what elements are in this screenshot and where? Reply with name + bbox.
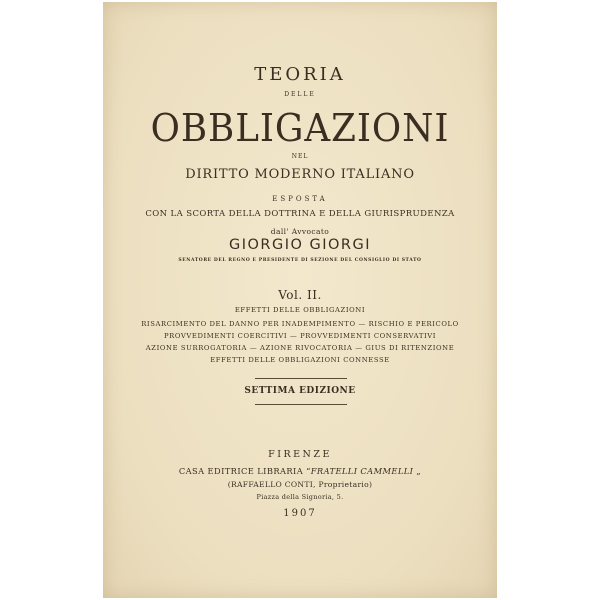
main-title-obbligazioni: OBBLIGAZIONI xyxy=(150,106,450,150)
publisher-suffix: „ xyxy=(413,466,422,476)
edition-rule-bottom xyxy=(255,404,347,405)
book-title-page xyxy=(103,2,497,598)
contents-line: PROVVEDIMENTI COERCITIVI — PROVVEDIMENTI CONSERVATIVI xyxy=(163,332,437,340)
esposta-label: ESPOSTA xyxy=(272,195,328,203)
publisher-prefix: CASA EDITRICE LIBRARIA “ xyxy=(178,466,311,476)
contents-line: EFFETTI DELLE OBBLIGAZIONI CONNESSE xyxy=(210,356,390,364)
title-line-delle: DELLE xyxy=(284,91,316,98)
subtitle-connector: NEL xyxy=(291,153,309,160)
subtitle: DIRITTO MODERNO ITALIANO xyxy=(185,167,415,182)
contents-line: RISARCIMENTO DEL DANNO PER INADEMPIMENTO — RISCHIO E PERICOLO xyxy=(141,320,459,328)
publisher-proprietor: (RAFFAELLO CONTI, Proprietario) xyxy=(227,480,373,489)
edition-rule-top xyxy=(255,378,347,379)
publication-city: FIRENZE xyxy=(268,449,332,460)
edition-label: SETTIMA EDIZIONE xyxy=(244,386,356,396)
publisher-line xyxy=(103,466,497,476)
title-line-teoria: TEORIA xyxy=(254,64,346,85)
scorta-line: CON LA SCORTA DELLA DOTTRINA E DELLA GIURISPRUDENZA xyxy=(145,209,455,219)
contents-line: AZIONE SURROGATORIA — AZIONE RIVOCATORIA — GIUS DI RITENZIONE xyxy=(145,344,455,352)
publisher-name: FRATELLI CAMMELLI xyxy=(310,466,414,476)
publisher-address: Piazza della Signoria, 5. xyxy=(256,493,344,501)
author-name: GIORGIO GIORGI xyxy=(228,237,372,253)
publication-year: 1907 xyxy=(283,508,317,519)
author-titles: SENATORE DEL REGNO E PRESIDENTE DI SEZIONE DEL CONSIGLIO DI STATO xyxy=(178,258,422,263)
volume-number: Vol. II. xyxy=(278,288,322,302)
contents-line: EFFETTI DELLE OBBLIGAZIONI xyxy=(234,306,366,314)
author-prefix: dall' Avvocato xyxy=(270,227,330,236)
